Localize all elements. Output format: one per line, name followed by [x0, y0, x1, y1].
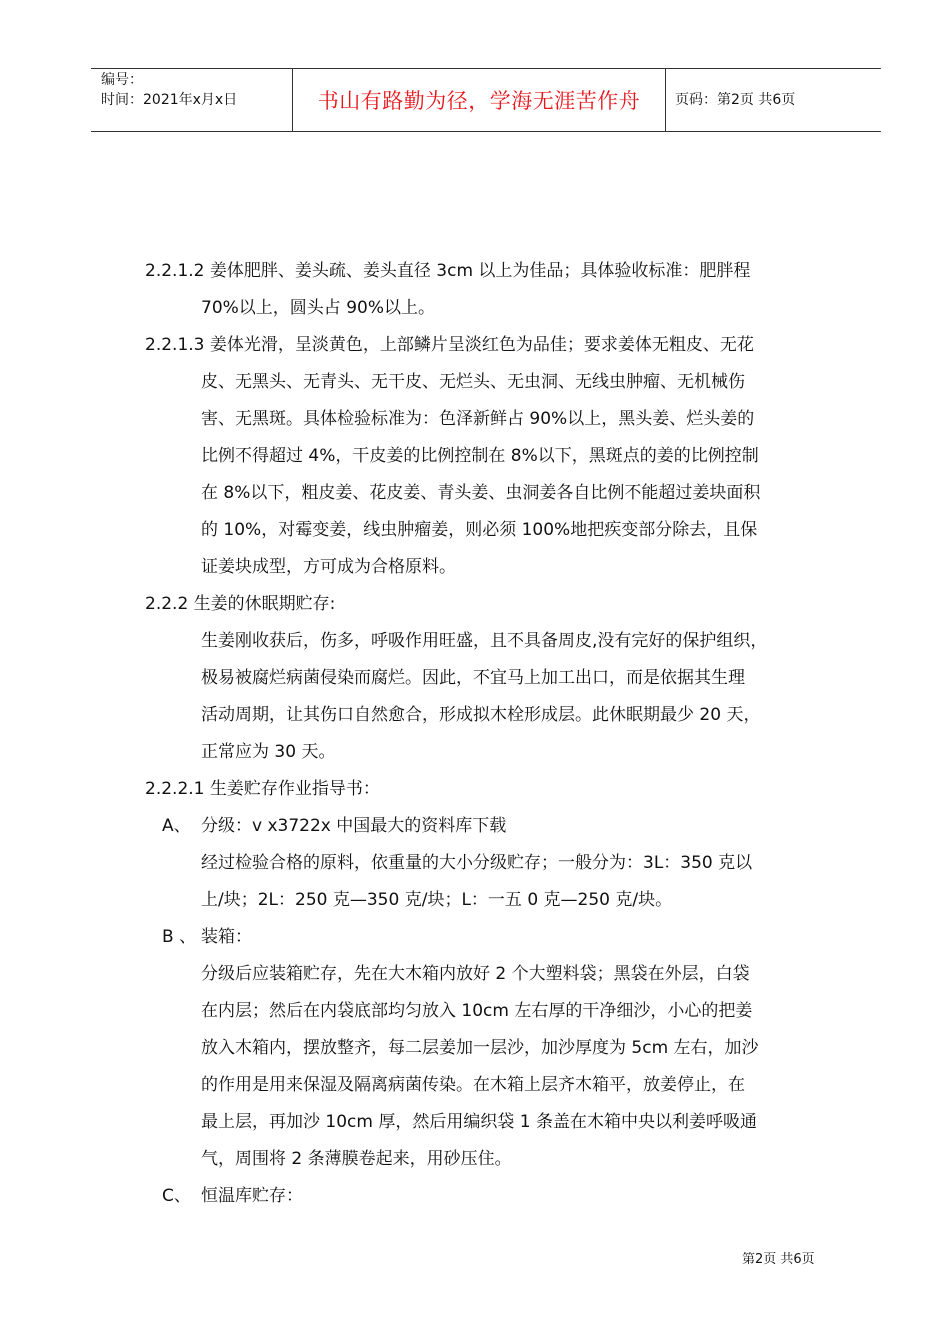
paragraph-line: 活动周期，让其伤口自然愈合，形成拟木栓形成层。此休眠期最少 20 天， — [201, 705, 761, 725]
section-heading: 2.2.2.1 生姜贮存作业指导书： — [145, 779, 380, 799]
paragraph-line: 2.2.1.3 姜体光滑，呈淡黄色，上部鳞片呈淡红色为品佳；要求姜体无粗皮、无花 — [145, 335, 754, 355]
header-meta — [101, 69, 291, 131]
paragraph-line: 的作用是用来保湿及隔离病菌传染。在木箱上层齐木箱平，放姜停止，在 — [201, 1075, 745, 1095]
code-label: 编号： — [101, 72, 143, 88]
paragraph-line: 极易被腐烂病菌侵染而腐烂。因此，不宜马上加工出口，而是依据其生理 — [201, 668, 745, 688]
section-heading: 2.2.2 生姜的休眠期贮存: — [145, 594, 336, 614]
paragraph-line: 生姜刚收获后，伤多，呼吸作用旺盛，且不具备周皮,没有完好的保护组织， — [201, 631, 768, 651]
paragraph-line: 的 10%，对霉变姜，线虫肿瘤姜，则必须 100%地把疾变部分除去，且保 — [201, 520, 758, 540]
page-footer: 第2页 共6页 — [742, 1252, 815, 1267]
paragraph-line: 分级后应装箱贮存，先在大木箱内放好 2 个大塑料袋；黑袋在外层，白袋 — [201, 964, 750, 984]
paragraph-line: 正常应为 30 天。 — [201, 742, 336, 762]
subsection-label: B 、 — [162, 927, 197, 947]
subsection-c-heading — [145, 1178, 850, 1215]
paragraph-line: 经过检验合格的原料，依重量的大小分级贮存；一般分为：3L：350 克以 — [201, 853, 753, 873]
subsection-b-heading — [145, 919, 850, 956]
paragraph-line: 证姜块成型，方可成为合格原料。 — [201, 557, 456, 577]
subsection-title: 恒温库贮存： — [201, 1186, 303, 1206]
header-divider — [665, 69, 666, 131]
paragraph-line: 皮、无黑头、无青头、无干皮、无烂头、无虫洞、无线虫肿瘤、无机械伤 — [201, 372, 745, 392]
subsection-title: 分级：v x3722x 中国最大的资料库下载 — [201, 816, 507, 836]
paragraph-line: 害、无黑斑。具体检验标准为：色泽新鲜占 90%以上，黑头姜、烂头姜的 — [201, 409, 755, 429]
header-motto: 书山有路勤为径，学海无涯苦作舟 — [317, 89, 641, 113]
paragraph-line: 在内层；然后在内袋底部均匀放入 10cm 左右厚的干净细沙，小心的把姜 — [201, 1001, 753, 1021]
paragraph-line: 最上层，再加沙 10cm 厚，然后用编织袋 1 条盖在木箱中央以利姜呼吸通 — [201, 1112, 757, 1132]
subsection-label: A、 — [162, 816, 191, 836]
paragraph-line: 在 8%以下，粗皮姜、花皮姜、青头姜、虫洞姜各自比例不能超过姜块面积 — [201, 483, 761, 503]
paragraph-line: 2.2.1.2 姜体肥胖、姜头疏、姜头直径 3cm 以上为佳品；具体验收标准：肥胖程 — [145, 261, 751, 281]
document-body — [145, 253, 850, 1215]
page-header — [91, 68, 881, 132]
subsection-label: C、 — [162, 1186, 191, 1206]
paragraph-line: 上/块；2L：250 克—350 克/块；L：一五 0 克—250 克/块。 — [201, 890, 673, 910]
subsection-a-heading — [145, 808, 850, 845]
time-label: 时间：2021年x月x日 — [101, 92, 238, 108]
paragraph-line: 气，周围将 2 条薄膜卷起来，用砂压住。 — [201, 1149, 512, 1169]
paragraph-line: 70%以上，圆头占 90%以上。 — [201, 298, 435, 318]
subsection-title: 装箱： — [201, 927, 252, 947]
paragraph-line: 比例不得超过 4%，干皮姜的比例控制在 8%以下，黑斑点的姜的比例控制 — [201, 446, 759, 466]
header-page-number: 页码：第2页 共6页 — [675, 92, 796, 108]
paragraph-line: 放入木箱内，摆放整齐，每二层姜加一层沙，加沙厚度为 5cm 左右，加沙 — [201, 1038, 759, 1058]
